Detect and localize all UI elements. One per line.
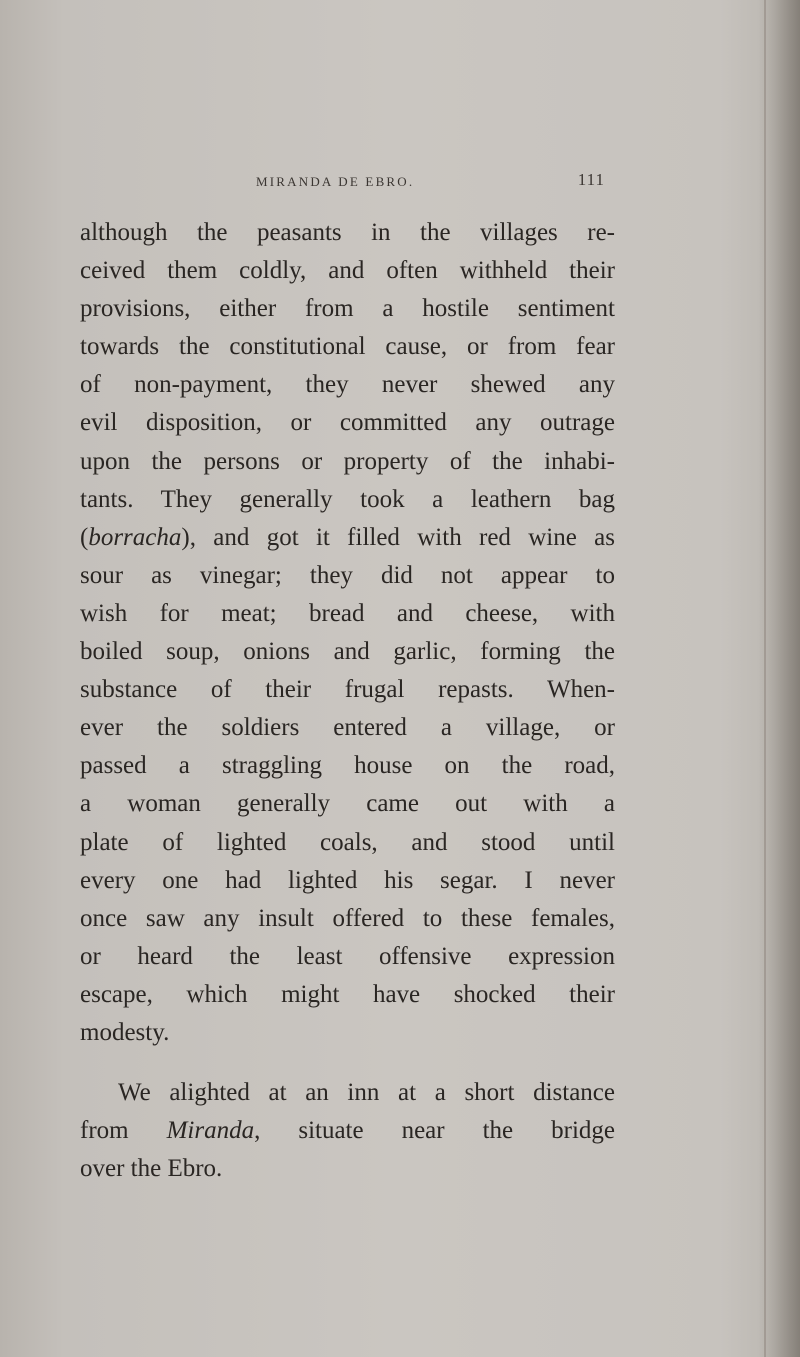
body-text [80,214,615,1188]
book-page [80,170,615,1188]
running-head [80,170,615,196]
text-line: a woman generally came out with a [80,790,615,818]
page-number: 111 [577,170,605,189]
running-head-title: MIRANDA DE EBRO. [256,174,415,189]
text-line: every one had lighted his segar. I never [80,866,615,894]
page-gutter-line [764,0,766,1357]
text-line: ever the soldiers entered a village, or [80,714,615,742]
italic-word: Miranda [166,1117,255,1145]
text-line-italic-miranda: from Miranda, situate near the bridge [80,1117,615,1145]
paragraph-2 [80,1074,615,1188]
text-line: plate of lighted coals, and stood until [80,828,615,856]
text-line: or heard the least offensive expression [80,942,615,970]
italic-word: borracha [88,523,182,551]
text-line: once saw any insult offered to these females, [80,904,615,932]
text-line-italic-borracha: (borracha), and got it filled with red wine as [80,523,615,551]
text-line: wish for meat; bread and cheese, with [80,599,615,627]
text-line: upon the persons or property of the inhabi- [80,447,615,475]
text-line: boiled soup, onions and garlic, forming the [80,638,615,666]
text-line: over the Ebro. [80,1155,223,1183]
text-line: We alighted at an inn at a short distance [118,1079,615,1107]
text-line: towards the constitutional cause, or from fear [80,333,615,361]
text-line: substance of their frugal repasts. When- [80,676,615,704]
paragraph-1 [80,214,615,1052]
text-line: ceived them coldly, and often withheld their [80,257,615,285]
text-line: escape, which might have shocked their [80,980,615,1008]
text-line: passed a straggling house on the road, [80,752,615,780]
text-line: sour as vinegar; they did not appear to [80,561,615,589]
text-line: of non-payment, they never shewed any [80,371,615,399]
text-line: provisions, either from a hostile sentiment [80,295,615,323]
text-line: evil disposition, or committed any outrage [80,409,615,437]
text-line: modesty. [80,1018,170,1046]
text-line: although the peasants in the villages re- [80,219,615,246]
text-line: tants. They generally took a leathern bag [80,485,615,513]
